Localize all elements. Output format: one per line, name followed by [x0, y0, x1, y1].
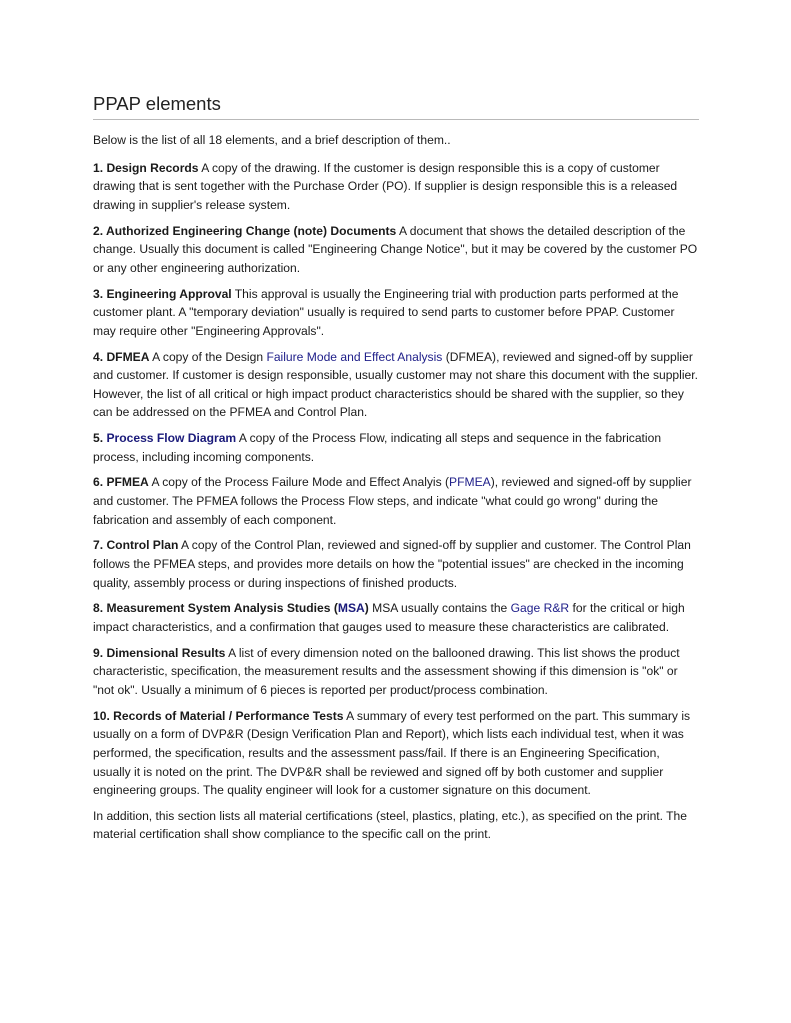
element-description: A list of every dimension noted on the ballooned drawing. This list shows the product characteristic, specification, the measurement results and the assessment showing if this dimension is "ok" or "not ok". Usually a minimum of 6 pieces is reported per product/process combination.: [93, 645, 680, 697]
page-title: PPAP elements: [93, 92, 699, 120]
element-5-process-flow: [93, 429, 699, 466]
element-heading-close: ): [364, 601, 369, 616]
element-heading: 2. Authorized Engineering Change (note) Documents: [93, 223, 397, 238]
element-heading: 1. Design Records: [93, 160, 199, 175]
element-heading: 10. Records of Material / Performance Tests: [93, 708, 344, 723]
element-description: A copy of the drawing. If the customer is design responsible this is a copy of customer drawing that is sent together with the Purchase Order (PO). If supplier is design responsible this is a released drawing in supplier's release system.: [93, 160, 678, 212]
element-heading: 6. PFMEA: [93, 475, 149, 490]
element-9-dimensional-results: [93, 644, 699, 700]
element-1-design-records: [93, 159, 699, 215]
element-heading: 3. Engineering Approval: [93, 286, 232, 301]
element-description: A document that shows the detailed description of the change. Usually this document is called "Engineering Change Notice", but it may be covered by the customer PO or any other engineering authorization.: [93, 223, 698, 275]
element-description: This approval is usually the Engineering trial with production parts performed at the customer plant. A "temporary deviation" usually is required to send parts to customer before PPAP. Customer may require other "Engineering Approvals".: [93, 286, 679, 338]
element-2-engineering-change: [93, 222, 699, 278]
element-description: A copy of the Control Plan, reviewed and signed-off by supplier and customer. The Control Plan follows the PFMEA steps, and provides more details on how the "potential issues" are checked in the incoming quality, assembly process or during inspections of finished products.: [93, 538, 691, 590]
element-description-cont: ), reviewed and signed-off by supplier and customer. The PFMEA follows the Process Flow steps, and indicate "what could go wrong" during the fabrication and assembly of each component.: [93, 475, 692, 527]
element-description: A copy of the Process Failure Mode and Effect Analyis (: [148, 475, 450, 490]
element-description-cont: for the critical or high impact characteristics, and a confirmation that gauges used to measure these characteristics are calibrated.: [93, 601, 685, 634]
element-heading: 8. Measurement System Analysis Studies (: [93, 601, 338, 616]
element-description: A copy of the Process Flow, indicating all steps and sequence in the fabrication process, including incoming components.: [93, 431, 662, 464]
gage-rr-link[interactable]: Gage R&R: [510, 601, 570, 616]
element-10-material-tests: [93, 707, 699, 800]
pfmea-link[interactable]: PFMEA: [449, 475, 491, 490]
process-flow-diagram-link[interactable]: Process Flow Diagram: [106, 431, 237, 446]
document-page: [93, 92, 699, 844]
element-3-engineering-approval: [93, 285, 699, 341]
element-8-msa: [93, 599, 699, 636]
element-description: MSA usually contains the: [368, 601, 511, 616]
element-heading: 7. Control Plan: [93, 538, 179, 553]
msa-link[interactable]: MSA: [337, 601, 365, 616]
element-7-control-plan: [93, 536, 699, 592]
intro-paragraph: Below is the list of all 18 elements, and a brief description of them..: [93, 133, 451, 147]
element-heading: 9. Dimensional Results: [93, 645, 226, 660]
element-4-dfmea: [93, 348, 699, 422]
element-description-cont: (DFMEA), reviewed and signed-off by supplier and customer. If customer is design responsible, usually customer may not share this document with the supplier. However, the list of all critical or high impact product characteristics should be shared with the supplier, so they can be addressed on the PFMEA and Control Plan.: [93, 349, 698, 420]
fmea-link[interactable]: Failure Mode and Effect Analysis: [266, 349, 443, 364]
element-6-pfmea: [93, 473, 699, 529]
element-heading: 5.: [93, 431, 107, 446]
element-description: A summary of every test performed on the part. This summary is usually on a form of DVP&R (Design Verification Plan and Report), which lists each individual test, when it was performed, the specification, results and the assessment pass/fail. If there is an Engineering Specification, usually it is noted on the print. The DVP&R shall be reviewed and signed off by both customer and supplier engineering groups. The quality engineer will look for a customer signature on this document.: [93, 708, 691, 798]
element-heading: 4. DFMEA: [93, 349, 150, 364]
closing-paragraph: In addition, this section lists all material certifications (steel, plastics, plating, etc.), as specified on the print. The material certification shall show compliance to the specific call on the print.: [93, 808, 687, 842]
element-description: A copy of the Design: [149, 349, 267, 364]
